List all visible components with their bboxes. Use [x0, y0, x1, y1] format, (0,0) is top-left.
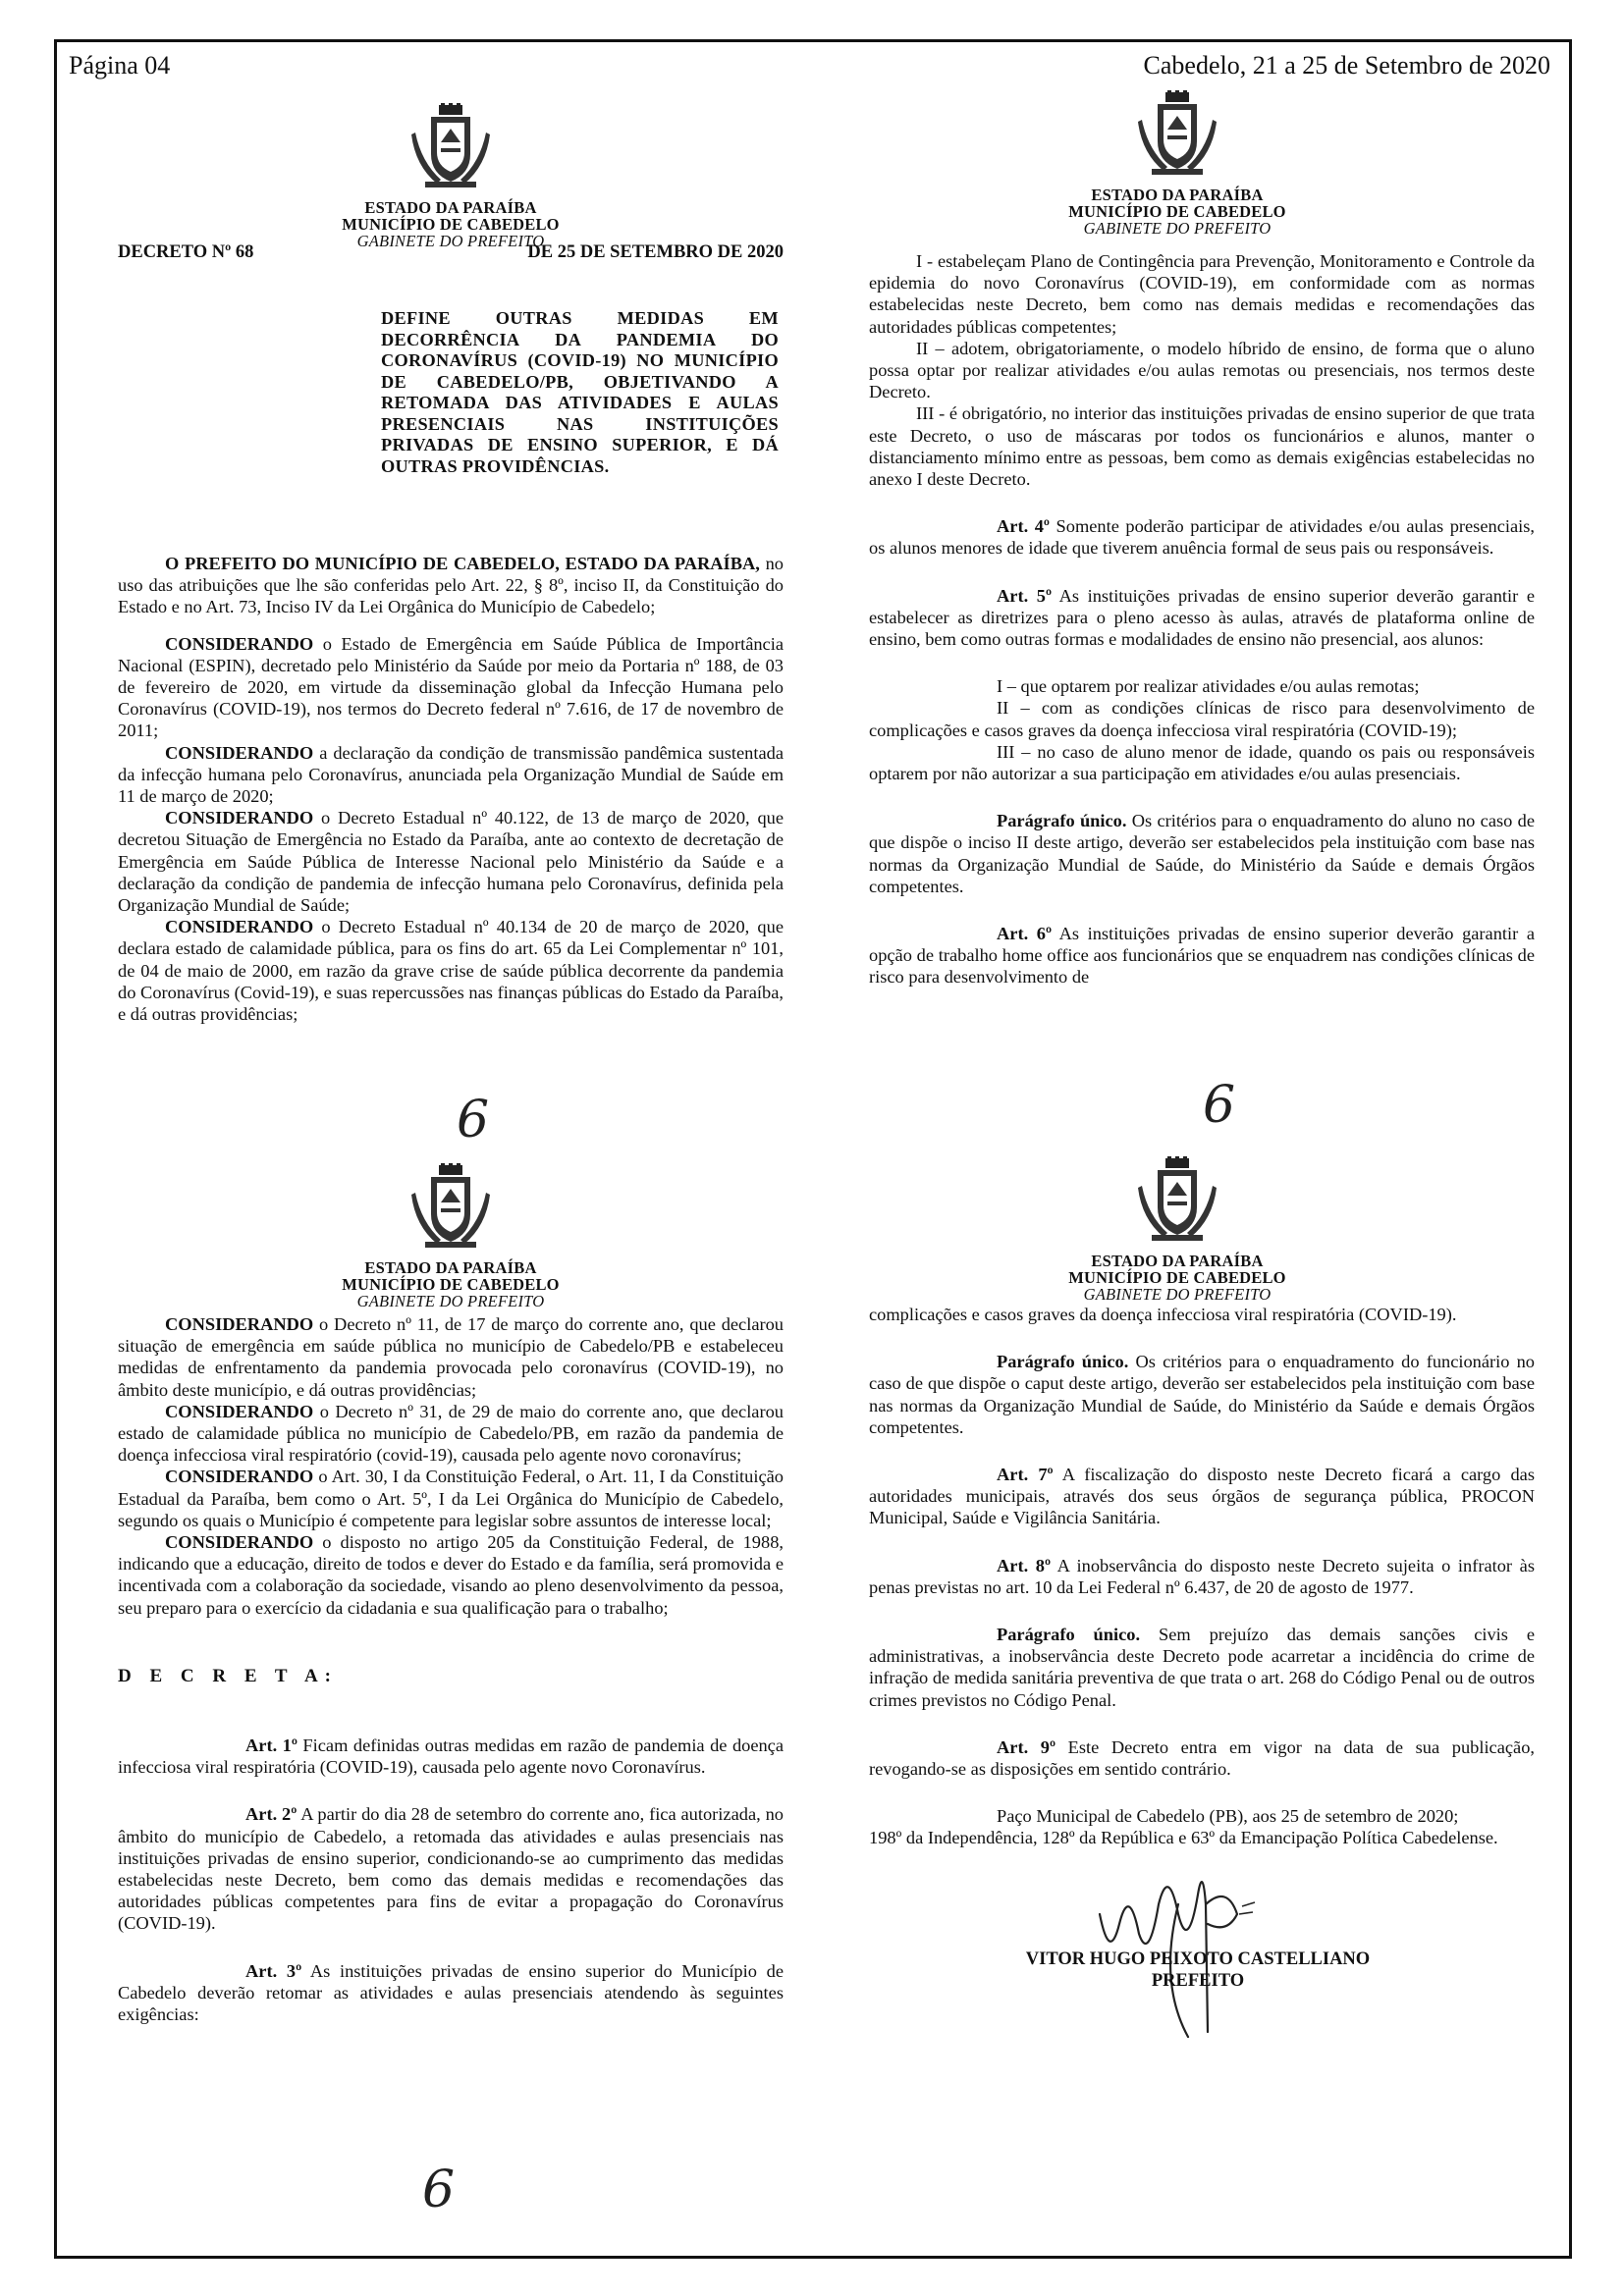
art5-label: Art. 5º	[997, 585, 1053, 606]
org-state: ESTADO DA PARAÍBA	[1091, 186, 1264, 204]
art5-text: As instituições privadas de ensino superior deverão garantir e estabelecer as diretrizes para o pleno acesso às aulas, através de plataforma online de ensino, bem como outras formas e modalidades de ensino não presencial, aos alunos:	[869, 585, 1536, 650]
signature-icon	[1080, 1845, 1276, 2042]
coat-of-arms-icon	[411, 1163, 490, 1250]
decree-number: DECRETO Nº 68	[118, 242, 254, 262]
org-header-bottom-left	[118, 1163, 784, 1309]
rubric-initial-icon: 6	[422, 2161, 456, 2219]
org-state: ESTADO DA PARAÍBA	[1091, 1252, 1264, 1270]
art8-text: A inobservância do disposto neste Decreto sujeita o infrator às penas previstas no art. 10 da Lei Federal nº 6.437, de 20 de agosto de 1977.	[869, 1555, 1535, 1597]
art5-paragrafo-text: Os critérios para o enquadramento do aluno no caso de que dispõe o inciso II deste artigo, deverão ser estabelecidos pela instituição com base nas normas da Organização Mundial de Saúde, do Ministério da Saúde e demais Órgãos competentes.	[869, 811, 1536, 896]
art8-paragrafo-text: Sem prejuízo das demais sanções civis e administrativas, a inobservância deste Decreto pode acarretar a incidência do crime de infração de medida sanitária preventiva de que trata o art. 268 do Código Penal ou de outros crimes previstos no Código Penal.	[869, 1625, 1535, 1710]
art8-paragrafo-label: Parágrafo único.	[997, 1625, 1141, 1645]
considerando-5: o Decreto nº 11, de 17 de março do corrente ano, que declarou situação de emergência em saúde pública no município de Cabedelo/PB e estabeleceu medidas de enfrentamento da pandemia provocada pelo coronavírus (COVID-19), no âmbito deste município, e dá outras providências;	[118, 1314, 784, 1400]
considerando-label: CONSIDERANDO	[165, 917, 314, 937]
closing-eras: 198º da Independência, 128º da República e 63º da Emancipação Política Cabedelense.	[869, 1828, 1498, 1848]
art6-paragrafo-text: Os critérios para o enquadramento do funcionário no caso de que dispõe o caput deste artigo, deverão ser estabelecidos pela instituição com base nas normas da Organização Mundial de Saúde, do Ministério da Saúde e demais Órgãos competentes.	[869, 1352, 1535, 1437]
considerando-label: CONSIDERANDO	[165, 1401, 314, 1421]
art5-inciso-ii: II – com as condições clínicas de risco para desenvolvimento de complicações e casos graves da doença infecciosa viral respiratória (COVID-19);	[869, 698, 1535, 740]
coat-of-arms-icon	[1138, 1156, 1217, 1243]
org-header-top-left	[118, 103, 784, 249]
art5-inciso-iii: III – no caso de aluno menor de idade, quando os pais ou responsáveis optarem por não autorizar a sua participação em atividades e/ou aulas presenciais.	[869, 741, 1535, 784]
considerando-6: o Decreto nº 31, de 29 de maio do corrente ano, que declarou estado de calamidade pública no município de Cabedelo/PB, em razão da pandemia de doença infecciosa viral respiratório (covid-19), causada pelo agente novo coronavírus;	[118, 1401, 784, 1466]
left-column-top	[118, 553, 784, 1025]
art3-inciso-iii: III - é obrigatório, no interior das instituições privadas de ensino superior de que trata este Decreto, o uso de máscaras por todos os funcionários e alunos, manter o distanciamento mínimo entre as pessoas, bem como as demais exigências estabelecidas no anexo I deste Decreto.	[869, 403, 1535, 490]
right-column-bottom	[869, 1304, 1535, 1849]
considerando-8: o disposto no artigo 205 da Constituição Federal, de 1988, indicando que a educação, direito de todos e dever do Estado e da família, será promovida e incentivada com a colaboração da sociedade, visando ao pleno desenvolvimento da pessoa, seu preparo para o exercício da cidadania e sua qualificação para o trabalho;	[118, 1532, 784, 1618]
rubric-initial-icon: 6	[457, 1091, 490, 1149]
art3-inciso-ii: II – adotem, obrigatoriamente, o modelo híbrido de ensino, de forma que o aluno possa optar por realizar atividades e/ou aulas remotas ou presenciais, nos termos deste Decreto.	[869, 338, 1535, 402]
considerando-label: CONSIDERANDO	[165, 1532, 314, 1553]
art6-continuation: complicações e casos graves da doença infecciosa viral respiratória (COVID-19).	[869, 1305, 1457, 1324]
org-state: ESTADO DA PARAÍBA	[364, 198, 537, 217]
preamble-lead: O PREFEITO DO MUNICÍPIO DE CABEDELO, ESTADO DA PARAÍBA,	[165, 554, 760, 573]
considerando-7: o Art. 30, I da Constituição Federal, o Art. 11, I da Constituição Estadual da Paraíba, bem como o Art. 5º, I da Lei Orgânica do Município de Cabedelo, segundo os quais o Município é competente para legislar sobre assuntos de interesse local;	[118, 1467, 784, 1530]
org-city: MUNICÍPIO DE CABEDELO	[1068, 202, 1286, 221]
art3-text: As instituições privadas de ensino superior do Município de Cabedelo deverão retomar as atividades e aulas presenciais atendendo às seguintes exigências:	[118, 1960, 784, 2025]
org-city: MUNICÍPIO DE CABEDELO	[1068, 1268, 1286, 1287]
rubric-initial-icon: 6	[1203, 1076, 1236, 1135]
art1-text: Ficam definidas outras medidas em razão de pandemia de doença infecciosa viral respiratória (COVID-19), causada pelo agente novo Coronavírus.	[118, 1735, 785, 1778]
art4-label: Art. 4º	[997, 516, 1050, 537]
org-header-bottom-right	[844, 1156, 1510, 1303]
decree-date: DE 25 DE SETEMBRO DE 2020	[527, 242, 784, 262]
decree-title-row	[118, 242, 784, 263]
considerando-3: o Decreto Estadual nº 40.122, de 13 de março de 2020, que decretou Situação de Emergência no Estado da Paraíba, ante ao contexto de decretação de Emergência em Saúde Pública de Interesse Nacional pelo Ministério da Saúde e a declaração da condição de pandemia de infecção humana pelo Coronavírus, definida pela Organização Mundial de Saúde;	[118, 808, 784, 916]
art6-paragrafo-label: Parágrafo único.	[997, 1352, 1129, 1372]
decreta-heading: D E C R E T A:	[118, 1665, 338, 1686]
page-number: Página 04	[69, 51, 171, 80]
coat-of-arms-icon	[411, 103, 490, 189]
decree-ementa: DEFINE OUTRAS MEDIDAS EM DECORRÊNCIA DA PANDEMIA DO CORONAVÍRUS (COVID-19) NO MUNICÍPIO DE CABEDELO/PB, OBJETIVANDO A RETOMADA DAS ATIVIDADES E AULAS PRESENCIAIS NAS INSTITUIÇÕES PRIVADAS DE ENSINO SUPERIOR, E DÁ OUTRAS PROVIDÊNCIAS.	[381, 308, 779, 476]
issue-date: Cabedelo, 21 a 25 de Setembro de 2020	[1143, 51, 1550, 80]
org-office: GABINETE DO PREFEITO	[1083, 219, 1272, 238]
right-column-top	[869, 250, 1535, 988]
art5-inciso-i: I – que optarem por realizar atividades e/ou aulas remotas;	[997, 676, 1420, 697]
art7-label: Art. 7º	[997, 1465, 1054, 1485]
signer-name: VITOR HUGO PEIXOTO CASTELLIANO	[1025, 1949, 1371, 1969]
org-office: GABINETE DO PREFEITO	[356, 232, 545, 250]
coat-of-arms-icon	[1138, 90, 1217, 177]
art2-label: Art. 2º	[245, 1804, 298, 1825]
considerando-label: CONSIDERANDO	[165, 742, 314, 763]
art7-text: A fiscalização do disposto neste Decreto ficará a cargo das autoridades municipais, através dos seus órgãos de segurança pública, PROCON Municipal, Saúde e Vigilância Sanitária.	[869, 1465, 1536, 1528]
art6-text: As instituições privadas de ensino superior deverão garantir a opção de trabalho home office aos funcionários que se enquadrem nas condições clínicas de risco para desenvolvimento de	[869, 924, 1536, 988]
org-city: MUNICÍPIO DE CABEDELO	[342, 215, 560, 234]
signer-role: PREFEITO	[1151, 1971, 1245, 1991]
considerando-label: CONSIDERANDO	[165, 1467, 314, 1487]
art4-text: Somente poderão participar de atividades e/ou aulas presenciais, os alunos menores de idade que tiverem anuência formal de seus pais ou responsáveis.	[869, 516, 1536, 559]
art3-label: Art. 3º	[245, 1960, 302, 1981]
closing-place: Paço Municipal de Cabedelo (PB), aos 25 de setembro de 2020;	[997, 1806, 1459, 1827]
org-office: GABINETE DO PREFEITO	[356, 1292, 545, 1310]
art9-text: Este Decreto entra em vigor na data de sua publicação, revogando-se as disposições em sentido contrário.	[869, 1736, 1535, 1780]
art6-label: Art. 6º	[997, 924, 1053, 944]
art9-label: Art. 9º	[997, 1736, 1056, 1757]
left-column-bottom	[118, 1313, 784, 2025]
considerando-label: CONSIDERANDO	[165, 808, 314, 828]
art5-paragrafo-label: Parágrafo único.	[997, 811, 1127, 831]
org-state: ESTADO DA PARAÍBA	[364, 1258, 537, 1277]
considerando-4: o Decreto Estadual nº 40.134 de 20 de março de 2020, que declara estado de calamidade pública, para os fins do art. 65 da Lei Complementar nº 101, de 04 de maio de 2000, em razão da grave crise de saúde pública decorrente da pandemia do Coronavírus (Covid-19), e suas repercussões nas finanças públicas do Estado da Paraíba, e dá outras providências;	[118, 917, 784, 1025]
art3-inciso-i: I - estabeleçam Plano de Contingência para Prevenção, Monitoramento e Controle da epidemia do novo Coronavírus (COVID-19), em conformidade com as normas estabelecidas neste Decreto, bem como nas demais medidas e recomendações das autoridades públicas competentes;	[869, 251, 1535, 337]
art2-text: A partir do dia 28 de setembro do corrente ano, fica autorizada, no âmbito do município de Cabedelo, a retomada das atividades e aulas presenciais nas instituições privadas de ensino superior, condicionando-se ao cumprimento das medidas estabelecidas neste Decreto, bem como das demais medidas e recomendações das autoridades públicas competentes para fins de evitar a propagação do Coronavírus (COVID-19).	[118, 1804, 784, 1934]
org-header-top-right	[844, 90, 1510, 237]
considerando-label: CONSIDERANDO	[165, 633, 314, 654]
preamble-text: no uso das atribuições que lhe são conferidas pelo Art. 22, § 8º, inciso II, da Constituição do Estado e no Art. 73, Inciso IV da Lei Orgânica do Município de Cabedelo;	[118, 554, 784, 617]
org-office: GABINETE DO PREFEITO	[1083, 1285, 1272, 1304]
art8-label: Art. 8º	[997, 1555, 1052, 1575]
considerando-2: a declaração da condição de transmissão pandêmica sustentada da infecção humana pelo Coronavírus, anunciada pela Organização Mundial de Saúde em 11 de março de 2020;	[118, 742, 784, 807]
art1-label: Art. 1º	[245, 1735, 298, 1756]
considerando-1: o Estado de Emergência em Saúde Pública de Importância Nacional (ESPIN), decretado pelo Ministério da Saúde por meio da Portaria nº 188, de 03 de fevereiro de 2020, em virtude da disseminação global da Infecção Humana pelo Coronavírus (COVID-19), nos termos do Decreto federal nº 7.616, de 17 de novembro de 2011;	[118, 633, 784, 741]
considerando-label: CONSIDERANDO	[165, 1314, 314, 1334]
signature-block	[913, 1949, 1483, 1992]
org-city: MUNICÍPIO DE CABEDELO	[342, 1275, 560, 1294]
